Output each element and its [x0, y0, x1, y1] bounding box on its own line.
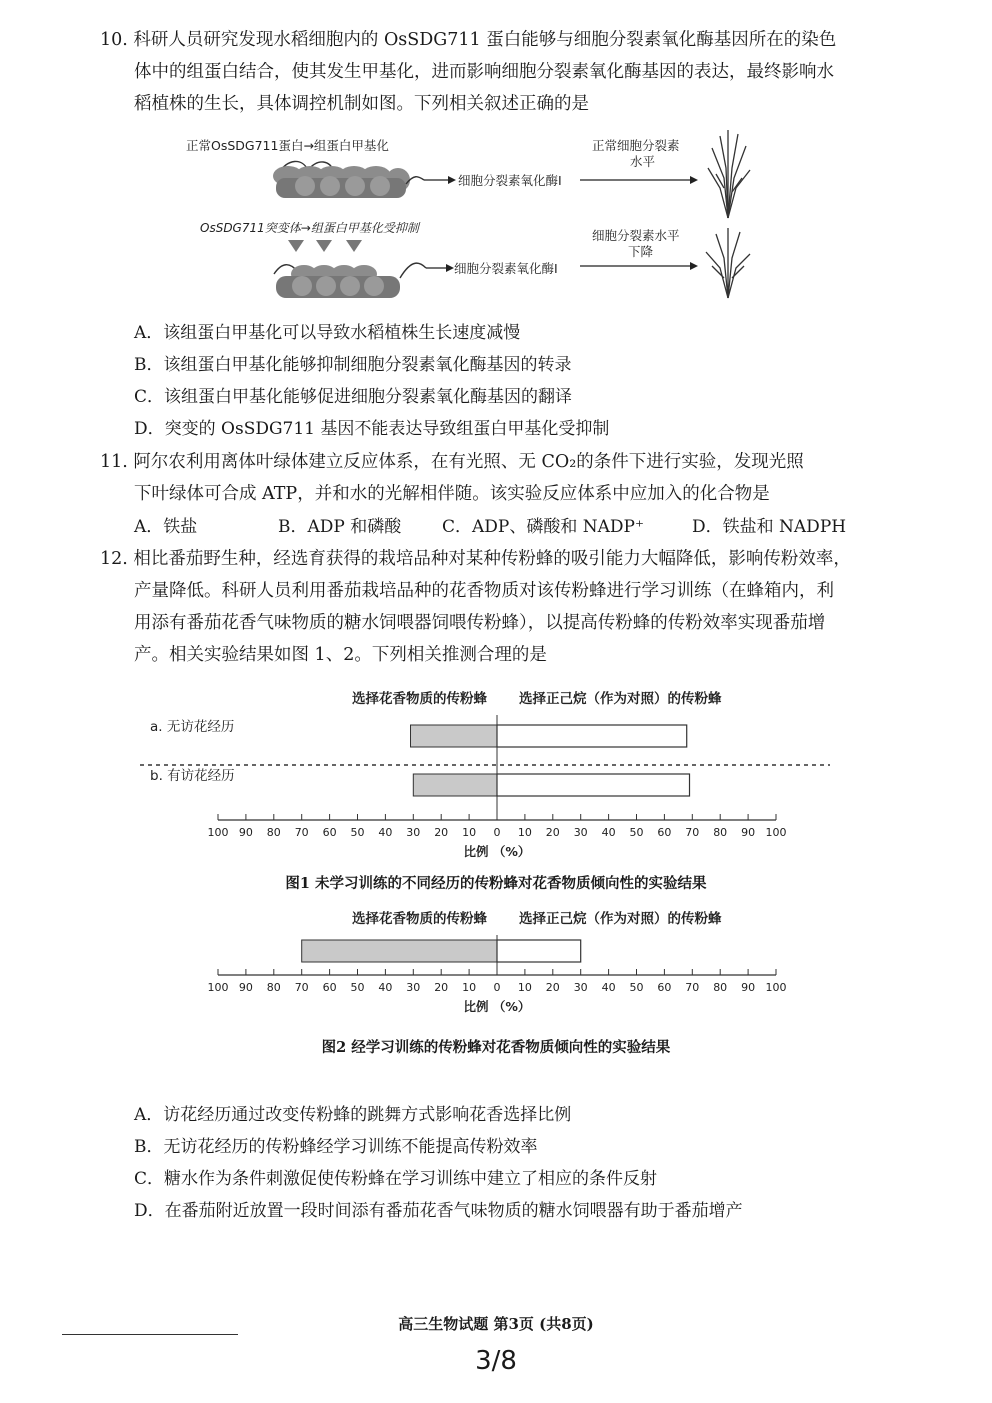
x-tick-label: 100	[207, 826, 229, 839]
x-tick-label: 50	[350, 826, 365, 839]
q11-line-1: 11. 阿尔农利用离体叶绿体建立反应体系，在有光照、无 CO₂的条件下进行实验，发现光照	[100, 452, 804, 472]
diagram-top-label: 正常OsSDG711蛋白→组蛋白甲基化	[186, 138, 389, 153]
q10-line-2: 体中的组蛋白结合，使其发生甲基化，进而影响细胞分裂素氧化酶基因的表达，最终影响水	[134, 62, 834, 82]
chromatin-bottom	[274, 240, 426, 298]
diagram-bottom-result-1: 细胞分裂素水平	[592, 228, 680, 243]
q10-line-1: 10. 科研人员研究发现水稻细胞内的 OsSDG711 蛋白能够与细胞分裂素氧化酶基因所在的染色	[100, 30, 837, 50]
q12-line-4: 产。相关实验结果如图 1、2。下列相关推测合理的是	[134, 645, 547, 665]
short-plant-icon	[706, 228, 750, 298]
category-label: a. 无访花经历	[150, 719, 235, 735]
diagram-bottom-enzyme: 细胞分裂素氧化酶Ⅰ	[454, 261, 558, 276]
x-tick-label: 70	[294, 981, 309, 994]
x-tick-label: 30	[573, 826, 588, 839]
q10-option-a[interactable]: A．该组蛋白甲基化可以导致水稻植株生长速度减慢	[134, 323, 521, 343]
diagram-top-result-2: 水平	[630, 154, 656, 169]
x-tick-label: 40	[378, 981, 393, 994]
x-axis-label: 比例 （%）	[463, 844, 531, 859]
q11-line-2: 下叶绿体可合成 ATP，并和水的光解相伴随。该实验反应体系中应加入的化合物是	[134, 484, 770, 504]
x-tick-label: 70	[685, 826, 700, 839]
x-tick-label: 100	[765, 826, 787, 839]
x-tick-label: 20	[434, 826, 449, 839]
right-header: 选择正己烷（作为对照）的传粉蜂	[519, 911, 722, 927]
footer-rule	[62, 1334, 238, 1335]
q12-line-3: 用添有番茄花香气味物质的糖水饲喂器饲喂传粉蜂），以提高传粉蜂的传粉效率实现番茄增	[134, 613, 826, 633]
x-tick-label: 100	[207, 981, 229, 994]
bar-hexane-control	[497, 940, 581, 962]
q10-option-c[interactable]: C．该组蛋白甲基化能够促进细胞分裂素氧化酶基因的翻译	[134, 387, 573, 407]
x-tick-label: 40	[378, 826, 393, 839]
x-tick-label: 60	[657, 826, 672, 839]
bar-flower-scent	[411, 725, 497, 747]
footer-text: 高三生物试题 第3页 (共8页)	[398, 1315, 594, 1333]
q11-option-c[interactable]: C．ADP、磷酸和 NADP⁺	[442, 517, 644, 537]
x-tick-label: 10	[462, 826, 477, 839]
left-header: 选择花香物质的传粉蜂	[352, 691, 487, 707]
x-tick-label: 30	[573, 981, 588, 994]
diagram-top-enzyme: 细胞分裂素氧化酶Ⅰ	[458, 173, 562, 188]
x-tick-label: 60	[322, 981, 337, 994]
x-tick-label: 80	[266, 981, 281, 994]
x-tick-label: 90	[238, 826, 253, 839]
q10-option-b[interactable]: B．该组蛋白甲基化能够抑制细胞分裂素氧化酶基因的转录	[134, 355, 572, 375]
x-axis-label: 比例 （%）	[463, 999, 531, 1014]
q12-option-b[interactable]: B．无访花经历的传粉蜂经学习训练不能提高传粉效率	[134, 1137, 538, 1157]
figure-2-caption: 图2 经学习训练的传粉蜂对花香物质倾向性的实验结果	[321, 1039, 671, 1056]
x-tick-label: 100	[765, 981, 787, 994]
x-tick-label: 10	[517, 826, 532, 839]
x-tick-label: 60	[322, 826, 337, 839]
bar-flower-scent	[413, 774, 497, 796]
chromatin-top	[273, 161, 424, 198]
bar-flower-scent	[302, 940, 497, 962]
x-tick-label: 20	[434, 981, 449, 994]
q12-option-c[interactable]: C．糖水作为条件刺激促使传粉蜂在学习训练中建立了相应的条件反射	[134, 1169, 658, 1189]
page-number: 3/8	[475, 1346, 517, 1376]
x-tick-label: 70	[685, 981, 700, 994]
q11-option-a[interactable]: A．铁盐	[134, 517, 198, 537]
q10-option-d[interactable]: D．突变的 OsSDG711 基因不能表达导致组蛋白甲基化受抑制	[134, 419, 610, 439]
q11-option-b[interactable]: B．ADP 和磷酸	[278, 517, 402, 537]
bar-hexane-control	[497, 725, 687, 747]
q12-option-d[interactable]: D．在番茄附近放置一段时间添有番茄花香气味物质的糖水饲喂器有助于番茄增产	[134, 1201, 743, 1221]
figure-2-chart	[140, 905, 840, 1025]
x-tick-label: 80	[713, 981, 728, 994]
q12-line-2: 产量降低。科研人员利用番茄栽培品种的花香物质对该传粉蜂进行学习训练（在蜂箱内，利	[134, 581, 834, 601]
x-tick-label: 90	[238, 981, 253, 994]
x-tick-label: 60	[657, 981, 672, 994]
x-tick-label: 10	[517, 981, 532, 994]
q12-option-a[interactable]: A．访花经历通过改变传粉蜂的跳舞方式影响花香选择比例	[134, 1105, 572, 1125]
diagram-top-result-1: 正常细胞分裂素	[592, 138, 680, 153]
figure-1-chart	[140, 685, 840, 865]
q12-line-1: 12. 相比番茄野生种，经选育获得的栽培品种对某种传粉蜂的吸引能力大幅降低，影响传粉效率，	[100, 549, 851, 569]
x-tick-label: 80	[713, 826, 728, 839]
x-tick-label: 0	[493, 826, 501, 839]
left-header: 选择花香物质的传粉蜂	[352, 911, 487, 927]
figure-1-caption: 图1 未学习训练的不同经历的传粉蜂对花香物质倾向性的实验结果	[285, 875, 707, 892]
x-tick-label: 80	[266, 826, 281, 839]
diagram-bottom-result-2: 下降	[628, 244, 654, 259]
x-tick-label: 90	[741, 826, 756, 839]
x-tick-label: 20	[545, 981, 560, 994]
x-tick-label: 90	[741, 981, 756, 994]
x-tick-label: 70	[294, 826, 309, 839]
x-tick-label: 50	[629, 826, 644, 839]
x-tick-label: 50	[629, 981, 644, 994]
x-tick-label: 30	[406, 981, 421, 994]
right-header: 选择正己烷（作为对照）的传粉蜂	[519, 691, 722, 707]
x-tick-label: 50	[350, 981, 365, 994]
category-label: b. 有访花经历	[150, 768, 235, 784]
mechanism-diagram	[180, 128, 780, 318]
x-tick-label: 40	[601, 826, 616, 839]
x-tick-label: 40	[601, 981, 616, 994]
q10-line-3: 稻植株的生长，具体调控机制如图。下列相关叙述正确的是	[134, 94, 589, 114]
bar-hexane-control	[497, 774, 690, 796]
x-tick-label: 30	[406, 826, 421, 839]
q11-option-d[interactable]: D．铁盐和 NADPH	[692, 517, 847, 537]
x-tick-label: 0	[493, 981, 501, 994]
diagram-bottom-label: OsSDG711突变体→组蛋白甲基化受抑制	[200, 221, 419, 235]
x-tick-label: 20	[545, 826, 560, 839]
tall-plant-icon	[708, 130, 750, 218]
x-tick-label: 10	[462, 981, 477, 994]
